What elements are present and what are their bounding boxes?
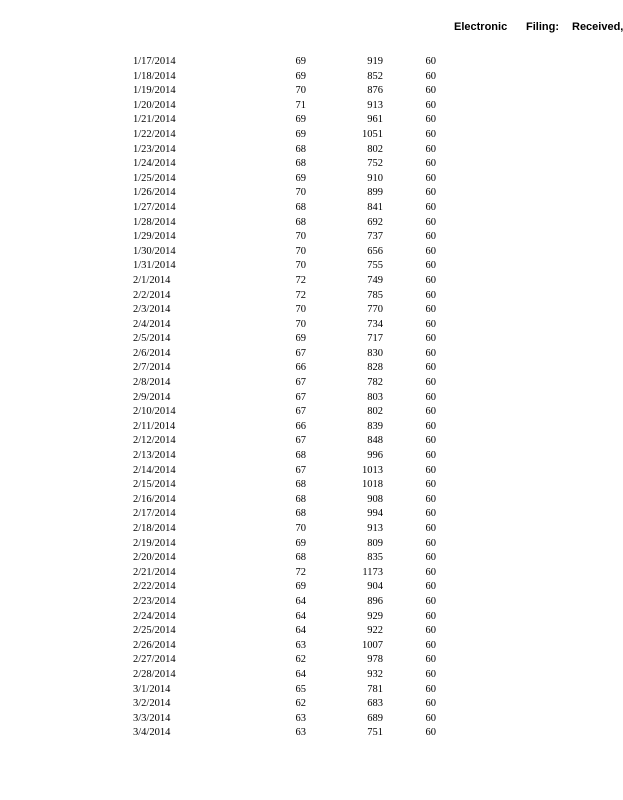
value-c-cell: 60 — [425, 523, 436, 534]
value-c-cell: 60 — [425, 435, 436, 447]
value-a-cell: 70 — [295, 304, 306, 316]
value-a-cell: 70 — [295, 231, 306, 243]
value-a-cell: 70 — [295, 85, 306, 97]
value-c-cell: 60 — [425, 99, 436, 111]
table-row — [133, 566, 436, 581]
table-row — [133, 186, 436, 201]
value-b-cell: 752 — [367, 158, 383, 170]
value-a-cell: 69 — [295, 114, 306, 126]
value-c-cell: 60 — [425, 304, 436, 316]
table-row — [133, 434, 436, 449]
table-row — [133, 478, 436, 493]
value-a-cell: 69 — [295, 581, 306, 593]
value-c-cell: 60 — [425, 493, 436, 505]
value-b-cell: 770 — [367, 304, 383, 316]
data-table-body — [133, 55, 436, 741]
date-cell: 2/11/2014 — [133, 420, 176, 432]
value-b-cell: 899 — [367, 187, 383, 199]
date-cell: 1/21/2014 — [133, 114, 176, 126]
value-c-cell: 60 — [425, 187, 436, 199]
date-cell: 1/28/2014 — [133, 216, 176, 228]
value-b-cell: 802 — [367, 406, 383, 418]
date-cell: 2/22/2014 — [133, 581, 176, 593]
value-c-cell: 60 — [425, 318, 436, 330]
value-a-cell: 67 — [295, 377, 306, 389]
value-b-cell: 656 — [367, 245, 383, 257]
table-row — [133, 624, 436, 639]
value-a-cell: 70 — [295, 260, 306, 272]
table-row — [133, 537, 436, 552]
value-b-cell: 913 — [367, 523, 383, 534]
date-cell: 1/30/2014 — [133, 245, 176, 257]
value-a-cell: 67 — [295, 435, 306, 447]
value-c-cell: 60 — [425, 274, 436, 286]
value-a-cell: 63 — [295, 639, 306, 651]
table-row — [133, 289, 436, 304]
value-c-cell: 60 — [425, 128, 436, 140]
date-cell: 2/24/2014 — [133, 610, 176, 622]
header-word-received: Received, — [572, 21, 623, 33]
value-a-cell: 64 — [295, 625, 306, 637]
table-row — [133, 318, 436, 333]
date-cell: 2/1/2014 — [133, 274, 171, 286]
value-c-cell: 60 — [425, 172, 436, 184]
value-b-cell: 734 — [367, 318, 383, 330]
value-b-cell: 828 — [367, 362, 383, 374]
value-a-cell: 64 — [295, 610, 306, 622]
value-a-cell: 68 — [295, 158, 306, 170]
value-b-cell: 689 — [367, 712, 383, 724]
value-b-cell: 978 — [367, 654, 383, 666]
value-a-cell: 69 — [295, 333, 306, 345]
value-b-cell: 1013 — [362, 464, 383, 476]
table-row — [133, 216, 436, 231]
value-b-cell: 755 — [367, 260, 383, 272]
value-b-cell: 896 — [367, 595, 383, 607]
value-b-cell: 809 — [367, 537, 383, 549]
data-table — [133, 55, 436, 741]
date-cell: 3/1/2014 — [133, 683, 171, 695]
value-c-cell: 60 — [425, 450, 436, 462]
date-cell: 2/16/2014 — [133, 493, 176, 505]
value-c-cell: 60 — [425, 114, 436, 126]
table-row — [133, 55, 436, 70]
value-c-cell: 60 — [425, 698, 436, 710]
table-row — [133, 113, 436, 128]
value-c-cell: 60 — [425, 625, 436, 637]
value-b-cell: 782 — [367, 377, 383, 389]
value-c-cell: 60 — [425, 566, 436, 578]
date-cell: 1/26/2014 — [133, 187, 176, 199]
date-cell: 1/29/2014 — [133, 231, 176, 243]
value-c-cell: 60 — [425, 201, 436, 213]
value-b-cell: 919 — [367, 56, 383, 67]
value-c-cell: 60 — [425, 479, 436, 491]
table-row — [133, 712, 436, 727]
value-b-cell: 876 — [367, 85, 383, 97]
date-cell: 2/27/2014 — [133, 654, 176, 666]
table-row — [133, 303, 436, 318]
table-row — [133, 172, 436, 187]
date-cell: 2/15/2014 — [133, 479, 176, 491]
value-b-cell: 1051 — [362, 128, 383, 140]
table-row — [133, 726, 436, 741]
date-cell: 2/13/2014 — [133, 450, 176, 462]
date-cell: 2/20/2014 — [133, 552, 176, 564]
value-b-cell: 910 — [367, 172, 383, 184]
value-a-cell: 68 — [295, 216, 306, 228]
value-b-cell: 802 — [367, 143, 383, 155]
date-cell: 1/22/2014 — [133, 128, 176, 140]
value-a-cell: 72 — [295, 274, 306, 286]
value-c-cell: 60 — [425, 508, 436, 520]
value-b-cell: 803 — [367, 391, 383, 403]
value-b-cell: 839 — [367, 420, 383, 432]
date-cell: 1/24/2014 — [133, 158, 176, 170]
table-row — [133, 405, 436, 420]
value-a-cell: 64 — [295, 595, 306, 607]
value-a-cell: 68 — [295, 450, 306, 462]
value-a-cell: 64 — [295, 668, 306, 680]
table-row — [133, 99, 436, 114]
value-b-cell: 1018 — [362, 479, 383, 491]
value-c-cell: 60 — [425, 216, 436, 228]
table-row — [133, 610, 436, 625]
value-a-cell: 69 — [295, 56, 306, 67]
value-a-cell: 70 — [295, 245, 306, 257]
value-a-cell: 69 — [295, 128, 306, 140]
filing-header — [454, 21, 623, 33]
value-a-cell: 68 — [295, 201, 306, 213]
value-a-cell: 72 — [295, 289, 306, 301]
value-b-cell: 852 — [367, 70, 383, 82]
date-cell: 2/17/2014 — [133, 508, 176, 520]
date-cell: 2/26/2014 — [133, 639, 176, 651]
value-c-cell: 60 — [425, 639, 436, 651]
date-cell: 1/18/2014 — [133, 70, 176, 82]
table-row — [133, 493, 436, 508]
value-c-cell: 60 — [425, 712, 436, 724]
value-a-cell: 68 — [295, 508, 306, 520]
date-cell: 1/23/2014 — [133, 143, 176, 155]
value-b-cell: 749 — [367, 274, 383, 286]
value-b-cell: 835 — [367, 552, 383, 564]
table-row — [133, 245, 436, 260]
date-cell: 3/3/2014 — [133, 712, 171, 724]
value-c-cell: 60 — [425, 56, 436, 67]
date-cell: 2/25/2014 — [133, 625, 176, 637]
table-row — [133, 391, 436, 406]
date-cell: 2/3/2014 — [133, 304, 171, 316]
date-cell: 2/23/2014 — [133, 595, 176, 607]
value-c-cell: 60 — [425, 727, 436, 739]
value-c-cell: 60 — [425, 537, 436, 549]
value-c-cell: 60 — [425, 362, 436, 374]
value-b-cell: 932 — [367, 668, 383, 680]
value-a-cell: 71 — [295, 99, 306, 111]
table-row — [133, 332, 436, 347]
value-a-cell: 70 — [295, 187, 306, 199]
date-cell: 1/17/2014 — [133, 56, 176, 67]
value-b-cell: 994 — [367, 508, 383, 520]
value-b-cell: 1007 — [362, 639, 383, 651]
value-c-cell: 60 — [425, 347, 436, 359]
value-b-cell: 692 — [367, 216, 383, 228]
date-cell: 2/10/2014 — [133, 406, 176, 418]
value-c-cell: 60 — [425, 683, 436, 695]
table-row — [133, 639, 436, 654]
date-cell: 2/19/2014 — [133, 537, 176, 549]
value-b-cell: 848 — [367, 435, 383, 447]
date-cell: 2/6/2014 — [133, 347, 171, 359]
table-row — [133, 449, 436, 464]
value-a-cell: 63 — [295, 712, 306, 724]
value-a-cell: 67 — [295, 347, 306, 359]
table-row — [133, 668, 436, 683]
table-row — [133, 683, 436, 698]
value-c-cell: 60 — [425, 581, 436, 593]
value-b-cell: 922 — [367, 625, 383, 637]
table-row — [133, 70, 436, 85]
value-c-cell: 60 — [425, 464, 436, 476]
value-a-cell: 69 — [295, 172, 306, 184]
value-a-cell: 69 — [295, 70, 306, 82]
table-row — [133, 259, 436, 274]
value-a-cell: 67 — [295, 391, 306, 403]
date-cell: 1/31/2014 — [133, 260, 176, 272]
value-b-cell: 908 — [367, 493, 383, 505]
value-c-cell: 60 — [425, 333, 436, 345]
value-c-cell: 60 — [425, 420, 436, 432]
table-row — [133, 128, 436, 143]
date-cell: 1/25/2014 — [133, 172, 176, 184]
date-cell: 1/20/2014 — [133, 99, 176, 111]
table-row — [133, 274, 436, 289]
value-b-cell: 717 — [367, 333, 383, 345]
value-c-cell: 60 — [425, 231, 436, 243]
value-a-cell: 67 — [295, 464, 306, 476]
value-a-cell: 68 — [295, 493, 306, 505]
value-b-cell: 996 — [367, 450, 383, 462]
value-a-cell: 70 — [295, 523, 306, 534]
value-a-cell: 69 — [295, 537, 306, 549]
value-a-cell: 68 — [295, 143, 306, 155]
value-b-cell: 913 — [367, 99, 383, 111]
value-a-cell: 65 — [295, 683, 306, 695]
table-row — [133, 464, 436, 479]
value-b-cell: 781 — [367, 683, 383, 695]
value-b-cell: 683 — [367, 698, 383, 710]
date-cell: 2/9/2014 — [133, 391, 171, 403]
value-a-cell: 62 — [295, 654, 306, 666]
value-b-cell: 1173 — [362, 566, 383, 578]
date-cell: 1/27/2014 — [133, 201, 176, 213]
value-c-cell: 60 — [425, 654, 436, 666]
date-cell: 2/7/2014 — [133, 362, 171, 374]
value-b-cell: 904 — [367, 581, 383, 593]
value-b-cell: 737 — [367, 231, 383, 243]
value-a-cell: 66 — [295, 362, 306, 374]
value-a-cell: 68 — [295, 479, 306, 491]
table-row — [133, 507, 436, 522]
value-c-cell: 60 — [425, 245, 436, 257]
value-a-cell: 72 — [295, 566, 306, 578]
value-b-cell: 841 — [367, 201, 383, 213]
value-a-cell: 67 — [295, 406, 306, 418]
value-c-cell: 60 — [425, 143, 436, 155]
value-b-cell: 830 — [367, 347, 383, 359]
table-row — [133, 522, 436, 537]
table-row — [133, 347, 436, 362]
value-c-cell: 60 — [425, 595, 436, 607]
date-cell: 2/12/2014 — [133, 435, 176, 447]
table-row — [133, 376, 436, 391]
date-cell: 1/19/2014 — [133, 85, 176, 97]
table-row — [133, 595, 436, 610]
date-cell: 3/4/2014 — [133, 727, 171, 739]
date-cell: 2/21/2014 — [133, 566, 176, 578]
value-c-cell: 60 — [425, 70, 436, 82]
value-a-cell: 68 — [295, 552, 306, 564]
value-c-cell: 60 — [425, 552, 436, 564]
header-word-filing: Filing: — [526, 21, 559, 33]
table-row — [133, 361, 436, 376]
date-cell: 2/4/2014 — [133, 318, 171, 330]
table-row — [133, 697, 436, 712]
date-cell: 2/8/2014 — [133, 377, 171, 389]
value-c-cell: 60 — [425, 377, 436, 389]
table-row — [133, 420, 436, 435]
table-row — [133, 580, 436, 595]
value-b-cell: 785 — [367, 289, 383, 301]
date-cell: 2/14/2014 — [133, 464, 176, 476]
date-cell: 3/2/2014 — [133, 698, 171, 710]
table-row — [133, 653, 436, 668]
date-cell: 2/2/2014 — [133, 289, 171, 301]
table-row — [133, 143, 436, 158]
date-cell: 2/28/2014 — [133, 668, 176, 680]
table-row — [133, 201, 436, 216]
value-a-cell: 66 — [295, 420, 306, 432]
value-b-cell: 929 — [367, 610, 383, 622]
value-c-cell: 60 — [425, 85, 436, 97]
value-c-cell: 60 — [425, 158, 436, 170]
value-c-cell: 60 — [425, 668, 436, 680]
value-c-cell: 60 — [425, 391, 436, 403]
value-c-cell: 60 — [425, 406, 436, 418]
header-word-electronic: Electronic — [454, 21, 508, 33]
value-c-cell: 60 — [425, 260, 436, 272]
value-a-cell: 70 — [295, 318, 306, 330]
value-c-cell: 60 — [425, 610, 436, 622]
value-c-cell: 60 — [425, 289, 436, 301]
date-cell: 2/5/2014 — [133, 333, 171, 345]
value-a-cell: 63 — [295, 727, 306, 739]
table-row — [133, 551, 436, 566]
value-b-cell: 961 — [367, 114, 383, 126]
date-cell: 2/18/2014 — [133, 523, 176, 534]
value-a-cell: 62 — [295, 698, 306, 710]
table-row — [133, 230, 436, 245]
value-b-cell: 751 — [367, 727, 383, 739]
table-row — [133, 84, 436, 99]
table-row — [133, 157, 436, 172]
